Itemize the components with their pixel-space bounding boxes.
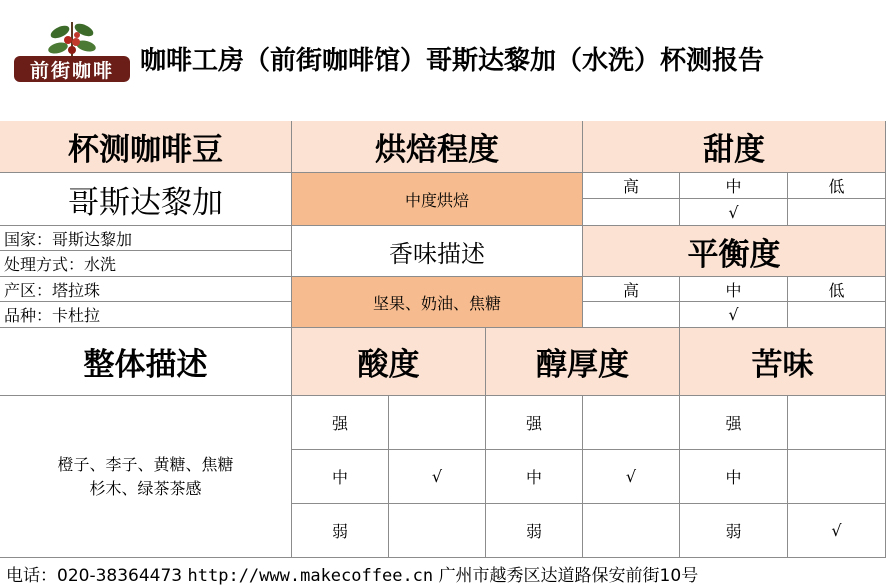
acidity-level-medium: 中 bbox=[292, 450, 389, 504]
body-mark-weak bbox=[583, 504, 680, 558]
acidity-header: 酸度 bbox=[292, 328, 486, 396]
phone-number: 020-38364473 bbox=[57, 566, 183, 586]
acidity-mark-strong bbox=[389, 396, 486, 450]
bean-name: 哥斯达黎加 bbox=[0, 173, 292, 226]
body-header: 醇厚度 bbox=[486, 328, 680, 396]
balance-mark-low bbox=[788, 302, 886, 328]
body-mark-strong bbox=[583, 396, 680, 450]
bean-header: 杯测咖啡豆 bbox=[0, 121, 292, 173]
body-level-strong: 强 bbox=[486, 396, 583, 450]
overall-header: 整体描述 bbox=[0, 328, 292, 396]
acidity-mark-weak bbox=[389, 504, 486, 558]
bitterness-mark-weak: √ bbox=[788, 504, 886, 558]
aroma-description: 坚果、奶油、焦糖 bbox=[292, 277, 583, 328]
sweetness-header: 甜度 bbox=[583, 121, 886, 173]
info-country: 国家：哥斯达黎加 bbox=[0, 226, 292, 251]
info-region: 产区：塔拉珠 bbox=[0, 277, 292, 302]
body-level-medium: 中 bbox=[486, 450, 583, 504]
balance-mark-high bbox=[583, 302, 680, 328]
sweetness-mark-low bbox=[788, 199, 886, 226]
roast-header: 烘焙程度 bbox=[292, 121, 583, 173]
bitterness-mark-medium bbox=[788, 450, 886, 504]
overall-line-2: 杉木、绿茶茶感 bbox=[89, 478, 202, 498]
balance-level-mid: 中 bbox=[680, 277, 788, 302]
bitterness-mark-strong bbox=[788, 396, 886, 450]
sweetness-mark-mid: √ bbox=[680, 199, 788, 226]
sweetness-level-high: 高 bbox=[583, 173, 680, 199]
balance-header: 平衡度 bbox=[583, 226, 886, 277]
balance-level-low: 低 bbox=[788, 277, 886, 302]
info-process: 处理方式：水洗 bbox=[0, 251, 292, 277]
acidity-mark-medium: √ bbox=[389, 450, 486, 504]
balance-mark-mid: √ bbox=[680, 302, 788, 328]
logo bbox=[14, 18, 130, 82]
bitterness-level-medium: 中 bbox=[680, 450, 788, 504]
aroma-header: 香味描述 bbox=[292, 226, 583, 277]
body-mark-medium: √ bbox=[583, 450, 680, 504]
body-level-weak: 弱 bbox=[486, 504, 583, 558]
roast-level: 中度烘焙 bbox=[292, 173, 583, 226]
acidity-level-strong: 强 bbox=[292, 396, 389, 450]
sweetness-level-low: 低 bbox=[788, 173, 886, 199]
overall-line-1: 橙子、李子、黄糖、焦糖 bbox=[57, 454, 234, 474]
bitterness-level-strong: 强 bbox=[680, 396, 788, 450]
bitterness-header: 苦味 bbox=[680, 328, 886, 396]
info-variety: 品种：卡杜拉 bbox=[0, 302, 292, 328]
logo-text: 前街咖啡 bbox=[14, 56, 130, 82]
website-link[interactable]: http://www.makecoffee.cn bbox=[187, 566, 434, 586]
overall-description bbox=[0, 396, 292, 558]
balance-level-high: 高 bbox=[583, 277, 680, 302]
sweetness-level-mid: 中 bbox=[680, 173, 788, 199]
footer bbox=[6, 561, 698, 586]
phone-label: 电话： bbox=[6, 566, 57, 586]
address: 广州市越秀区达道路保安前街10号 bbox=[438, 566, 699, 586]
sweetness-mark-high bbox=[583, 199, 680, 226]
report-title: 咖啡工房（前街咖啡馆）哥斯达黎加（水洗）杯测报告 bbox=[140, 46, 765, 76]
acidity-level-weak: 弱 bbox=[292, 504, 389, 558]
bitterness-level-weak: 弱 bbox=[680, 504, 788, 558]
